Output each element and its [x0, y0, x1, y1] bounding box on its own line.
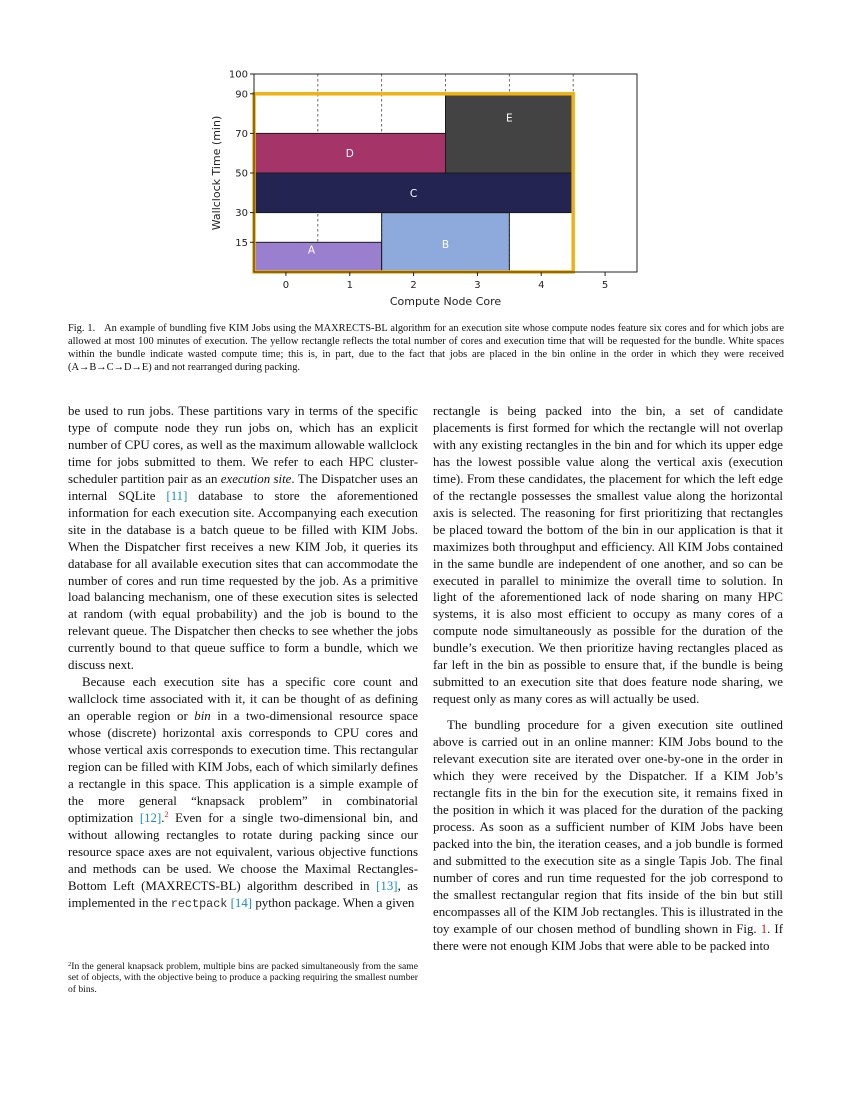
x-tick-label: 4 — [538, 280, 545, 291]
y-tick-label: 30 — [235, 208, 248, 220]
left-column — [68, 403, 418, 913]
paragraph: rectangle is being packed into the bin, a set of candidate placements is first formed for which the rectangle will not overlap with any existing rectangles in the bin and for which its upper edge has the lowest possible value along the vertical axis (execution time). From these candidates, the placement for which the left edge of the rectangle possesses the smallest value along the horizontal axis is selected. The reasoning for first prioritizing that rectangles be placed toward the bottom of the bin in our application is that it maximizes both throughput and efficiency. All KIM Jobs contained in the same bundle are independent of one another, and so can be executed in parallel to minimize the overall time to solution. In light of the aforementioned lack of node sharing on many HPC systems, it is also most efficient to occupy as many cores of a compute node simultaneously as possible for the duration of the bundle’s execution. We then prioritize having rectangles placed as far left in the bin as possible to ensure that, if the bundle is being submitted to an execution site that does feature node sharing, we request only as many cores as will actually be used. — [433, 404, 783, 707]
paragraph: Because each execution site has a specific core count and wallclock time associated with it, it can be thought of as defining an operable region or bin in a two-dimensional resource space whose (discrete) horizontal axis corresponds to CPU cores and whose vertical axis corresponds to execution time. This rectangular region can be filled with KIM Jobs, each of which similarly defines a rectangle in this space. This application is a simple example of the more general “knapsack problem” in combinatorial optimization [12].$^2$ Even for a single two-dimensional bin, and without allowing rectangles to rotate during packing since our resource space axes are not equivalent, various objective functions and methods can be used. We choose the Maximal Rectangles-Bottom Left (MAXRECTS-BL) algorithm described in [13], as implemented in the rectpack [14] python package. When a given — [68, 675, 418, 911]
paragraph: be used to run jobs. These partitions vary in terms of the specific type of compute node they run jobs on, which has an explicit number of CPU cores, as well as the maximum allowable wallclock time for jobs submitted to them. We refer to each HPC cluster-scheduler partition pair as an execution site. The Dispatcher uses an internal SQLite [11] database to store the aforementioned information for each execution site. Accompanying each execution site in the database is a batch queue to be filled with KIM Jobs. When the Dispatcher first receives a new KIM Job, it queries its database for all available execution sites that can accommodate the number of cores and run time requested by the job. As a primitive load balancing mechanism, one of these execution sites is selected at random (with equal probability) and the job is bound to the relevant queue. The Dispatcher then checks to see whether the jobs currently bound to that queue suffice to form a bundle, which we discuss next. — [68, 404, 419, 673]
y-tick-label: 70 — [235, 128, 248, 140]
x-tick-label: 5 — [601, 280, 609, 291]
footnote-text: In the general knapsack problem, multiple bins are packed simultaneously from the same set of objects, with the objective being to produce a packing requiring the smallest number of bins. — [68, 961, 418, 995]
citation-link[interactable]: [12] — [139, 810, 162, 825]
x-tick-label: 1 — [346, 280, 353, 291]
footnote-number: 2 — [68, 961, 72, 968]
right-column — [433, 403, 783, 955]
paragraph: The bundling procedure for a given execution site outlined above is carried out in an online manner: KIM Jobs bound to the relevant execution site are iterated over one-by-one in the order in which they were received by the Dispatcher. If a KIM Job’s rectangle fits in the bin for the execution site, it remains fixed in the position in which it was placed for the duration of the packing process. As soon as a sufficient number of KIM Jobs have been packed into the bin, the iteration ceases, and a job bundle is formed and submitted to the execution site as a single Tapis Job. The final number of cores and run time requested for the job correspond to the smallest rectangular region that fits inside of the bin but still encompasses all of the KIM Job rectangles. This is illustrated in the toy example of our chosen method of bundling shown in Fig. 1. If there were not enough KIM Jobs that were able to be packed into — [433, 718, 783, 953]
y-tick-label: 90 — [235, 89, 248, 101]
code-name: rectpack — [170, 896, 228, 911]
citation-link[interactable]: [14] — [230, 895, 253, 910]
job-label-e: E — [506, 112, 513, 125]
job-label-d: D — [345, 148, 354, 161]
packing-chart — [200, 62, 650, 314]
job-rect-a — [254, 242, 382, 272]
y-tick-label: 50 — [235, 168, 248, 180]
x-tick-label: 3 — [474, 280, 481, 291]
caption-text: An example of bundling five KIM Jobs using the MAXRECTS-BL algorithm for an execution site whose compute nodes feature six cores and for which jobs are allowed at most 100 minutes of execution. The yellow rectangle reflects the total number of cores and execution time that will be requested for the bundle. White spaces within the bundle indicate wasted compute time; this is, in part, due to the fact that jobs are placed in the bin online in the order in which they were received (A→B→C→D→E) and not rearranged during packing. — [68, 323, 785, 373]
x-tick-label: 0 — [282, 280, 290, 291]
citation-link[interactable]: [11] — [166, 488, 188, 503]
y-tick-label: 15 — [235, 237, 248, 249]
footnote — [68, 961, 418, 995]
job-label-a: A — [307, 244, 316, 257]
citation-link[interactable]: [13] — [376, 878, 398, 893]
caption-label: Fig. 1. — [68, 323, 96, 334]
y-axis-label: Wallclock Time (min) — [210, 115, 223, 231]
job-label-c: C — [409, 187, 418, 200]
job-label-b: B — [441, 239, 450, 252]
x-tick-label: 2 — [410, 280, 417, 291]
figure-reference-link[interactable]: 1 — [760, 921, 768, 936]
y-tick-label: 100 — [228, 69, 248, 81]
figure — [200, 62, 650, 314]
x-axis-label: Compute Node Core — [389, 295, 502, 308]
footnote-marker[interactable]: 2 — [164, 809, 169, 819]
job-rect-e — [446, 94, 574, 173]
figure-caption — [68, 323, 784, 375]
